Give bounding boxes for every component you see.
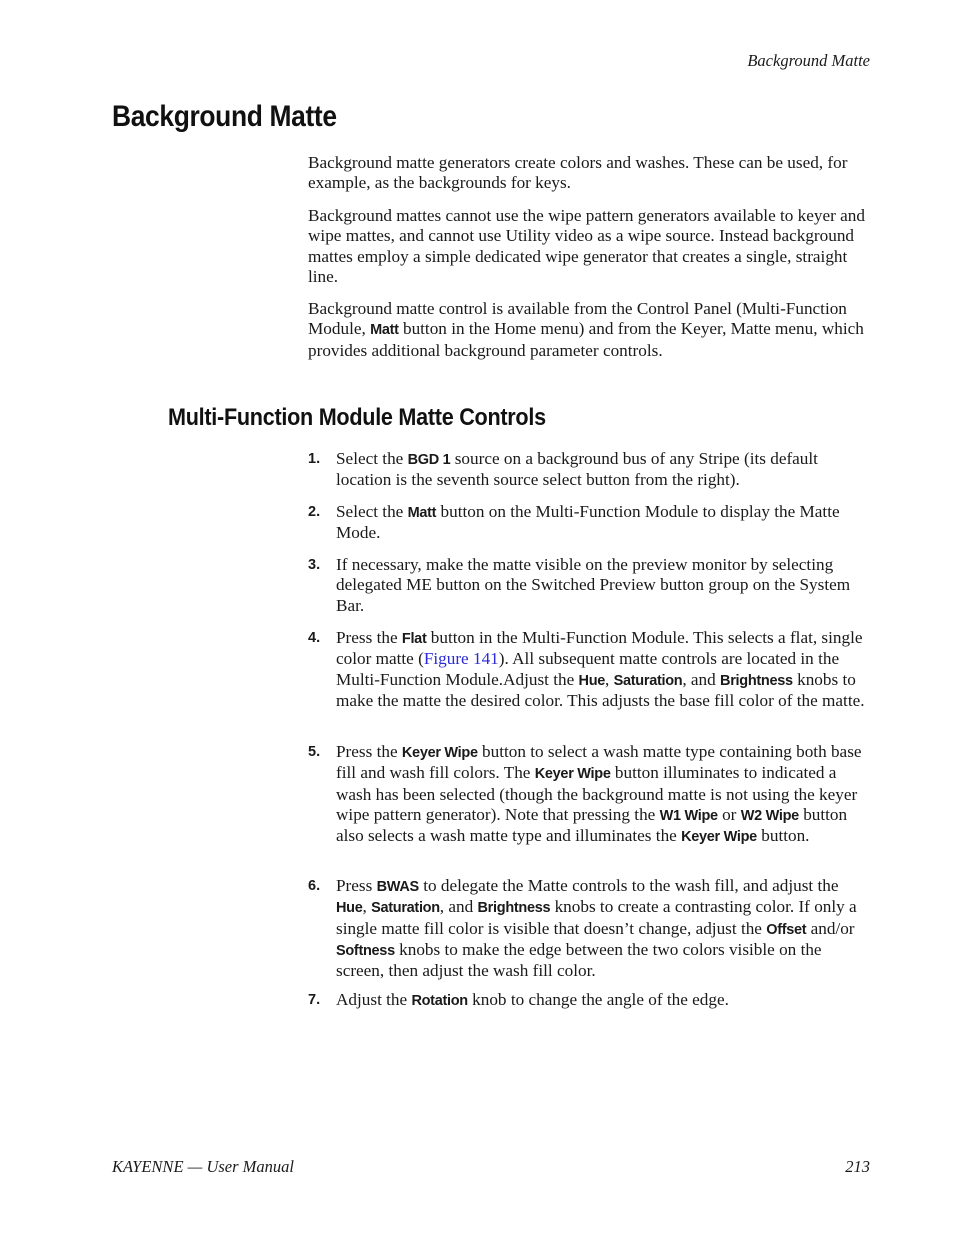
running-header: Background Matte	[747, 51, 870, 70]
ui-term: Offset	[766, 921, 807, 938]
text-run: button illuminates to indicated a wash has been selected (though the background matte is not using the keyer wipe pattern generator). Note that pressing the	[336, 763, 858, 824]
step-number: 4.	[308, 630, 321, 646]
ui-term: W2 Wipe	[740, 807, 799, 824]
text-run: button to select a wash matte type containing both base fill and wash fill colors. The	[336, 742, 862, 783]
text-run: Press the	[336, 742, 402, 761]
step-7	[308, 990, 871, 1011]
text-run: , and	[682, 669, 721, 689]
intro-paragraph-2	[308, 206, 871, 287]
footer-manual-title: KAYENNE — User Manual	[112, 1157, 294, 1176]
text-run: and/or	[806, 918, 855, 938]
text-run: button.	[756, 826, 810, 846]
text-run: Press the	[336, 628, 402, 647]
subsection-title: Multi-Function Module Matte Controls	[168, 404, 546, 431]
step-number: 1.	[308, 451, 321, 467]
text-run: or	[717, 804, 741, 824]
step-number: 5.	[308, 744, 321, 760]
ui-term: BGD 1	[407, 452, 451, 468]
ui-term: Hue	[336, 900, 363, 917]
step-1	[308, 449, 871, 491]
text-run: ). All subsequent matte controls are located in the Multi-Function Module.Adjust the	[336, 649, 840, 689]
ui-term: Flat	[401, 631, 427, 647]
text-run: ,	[362, 897, 372, 917]
ui-term: W1 Wipe	[659, 807, 718, 824]
page-number: 213	[845, 1157, 870, 1176]
text-run: Press	[336, 876, 377, 895]
page-title: Background Matte	[112, 100, 337, 133]
ui-term: Keyer Wipe	[534, 766, 611, 783]
ui-term-matt: Matt	[370, 322, 399, 339]
text-run: knobs to create a contrasting color. If only a single matte fill color is visible that doesn’t change, adjust the	[336, 897, 857, 938]
ui-term: Softness	[336, 942, 395, 959]
paragraph-text	[308, 299, 871, 361]
ui-term: Hue	[578, 672, 606, 689]
text-run: button in the Home menu) and from the Keyer, Matte menu, which provides additional background parameter controls.	[308, 319, 864, 360]
text-run: knob to change the angle of the edge.	[467, 990, 729, 1009]
step-number: 2.	[308, 504, 321, 520]
ui-term: Saturation	[613, 672, 683, 689]
intro-paragraph-3	[308, 299, 871, 361]
figure-link[interactable]: Figure 141	[423, 649, 499, 669]
text-run: button also selects a wash matte type and illuminates the	[336, 804, 848, 846]
ui-term: Keyer Wipe	[401, 745, 478, 761]
text-run: knobs to make the edge between the two colors visible on the screen, then adjust the wash fill color.	[336, 939, 822, 981]
text-run: Adjust the	[336, 990, 412, 1009]
paragraph-text: Background mattes cannot use the wipe pattern generators available to keyer and wipe mattes, and cannot use Utility video as a wipe source. Instead background mattes employ a simple dedicated wipe generator that creates a single, straight line.	[308, 206, 865, 286]
step-4	[308, 628, 871, 711]
ui-term: Brightness	[477, 900, 551, 917]
ui-term: Rotation	[411, 993, 468, 1009]
step-5	[308, 742, 871, 847]
text-run: Select the	[336, 502, 408, 521]
ui-term: BWAS	[376, 879, 419, 895]
step-number: 6.	[308, 878, 321, 894]
step-3	[308, 555, 871, 616]
text-run: Select the	[336, 449, 408, 468]
step-2	[308, 502, 871, 544]
step-6	[308, 876, 871, 981]
step-number: 7.	[308, 992, 321, 1008]
text-run: source on a background bus of any Stripe (its default location is the seventh source select button from the right).	[336, 449, 818, 490]
text-run: Background matte control is available from the Control Panel (Multi-Function Module,	[308, 299, 847, 339]
text-run: ,	[605, 669, 614, 689]
text-run: button on the Multi-Function Module to display the Matte Mode.	[336, 502, 840, 543]
text-run: , and	[439, 897, 478, 917]
text-run: If necessary, make the matte visible on the preview monitor by selecting delegated ME button on the Switched Preview button group on the System Bar.	[336, 555, 851, 615]
text-run: knobs to make the matte the desired color. This adjusts the base fill color of the matte.	[336, 669, 865, 710]
ui-term: Matt	[407, 505, 437, 521]
ui-term: Keyer Wipe	[681, 829, 757, 846]
ui-term: Brightness	[720, 672, 793, 689]
paragraph-text: Background matte generators create colors and washes. These can be used, for example, as the backgrounds for keys.	[308, 153, 848, 193]
ui-term: Saturation	[371, 900, 440, 917]
text-run: button in the Multi-Function Module. This selects a flat, single color matte (	[336, 628, 863, 669]
text-run: to delegate the Matte controls to the wash fill, and adjust the	[418, 876, 839, 895]
intro-paragraph-1	[308, 153, 871, 194]
step-number: 3.	[308, 557, 321, 573]
